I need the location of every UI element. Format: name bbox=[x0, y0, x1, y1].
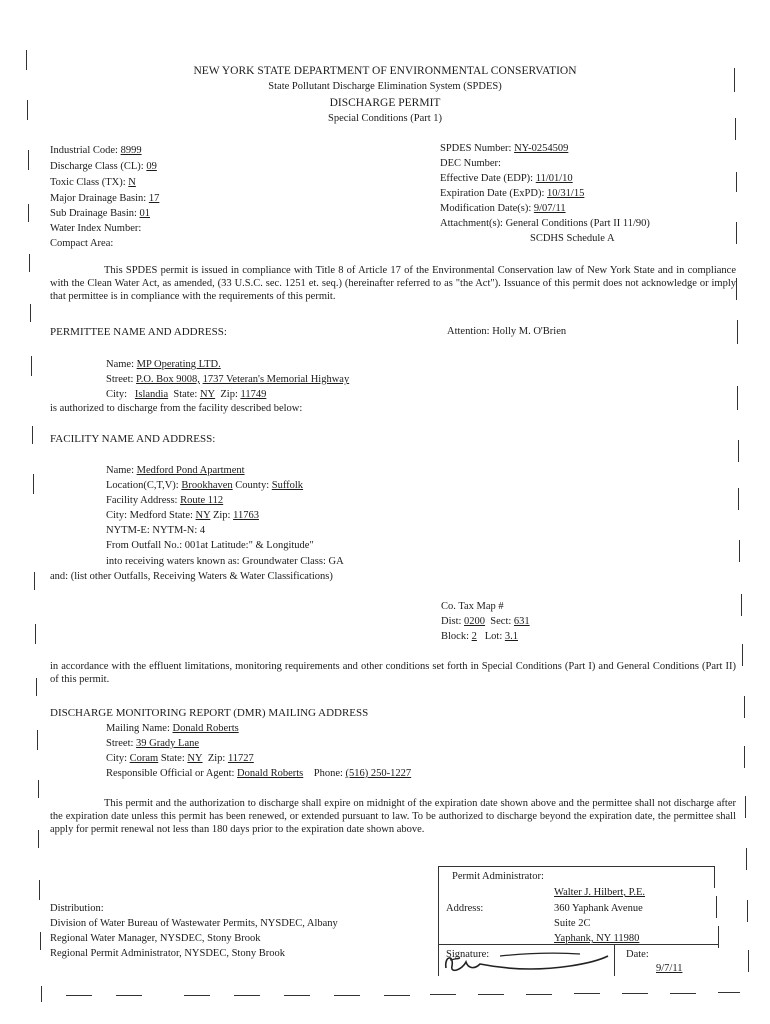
industrial-code-row bbox=[50, 144, 142, 157]
facility-city-row bbox=[106, 509, 259, 522]
scan-dash bbox=[66, 995, 92, 996]
dmr-city-label: City: bbox=[106, 753, 128, 764]
scan-dash bbox=[574, 993, 600, 994]
scan-margin-mark bbox=[736, 172, 737, 192]
facility-city-state-label: City: Medford State: bbox=[106, 510, 193, 521]
compact-area-label: Compact Area: bbox=[50, 238, 114, 249]
facility-receiving-line: into receiving waters known as: Groundwater Class: GA bbox=[106, 556, 344, 567]
scan-margin-mark bbox=[33, 474, 34, 494]
scan-dash bbox=[718, 992, 740, 993]
scan-dash bbox=[478, 994, 504, 995]
scan-dash bbox=[384, 995, 410, 996]
permittee-street-1: P.O. Box 9008, bbox=[136, 374, 200, 385]
scan-margin-mark bbox=[737, 320, 738, 344]
modification-date-row bbox=[440, 202, 566, 215]
scan-margin-mark bbox=[738, 440, 739, 462]
scan-margin-mark bbox=[741, 594, 742, 616]
permittee-name: MP Operating LTD. bbox=[136, 359, 221, 370]
facility-state: NY bbox=[195, 510, 211, 521]
scan-margin-mark bbox=[31, 356, 32, 376]
dmr-heading: DISCHARGE MONITORING REPORT (DMR) MAILING ADDRESS bbox=[50, 707, 369, 719]
toxic-class-row bbox=[50, 176, 136, 189]
authorized-line: is authorized to discharge from the facility described below: bbox=[50, 403, 303, 414]
signed-date: 9/7/11 bbox=[656, 963, 683, 974]
dmr-state: NY bbox=[187, 753, 203, 764]
major-basin-value: 17 bbox=[148, 193, 160, 204]
discharge-class-row bbox=[50, 160, 157, 173]
scan-margin-mark bbox=[738, 488, 739, 510]
distribution-line-3: Regional Permit Administrator, NYSDEC, Stony Brook bbox=[50, 948, 285, 959]
permittee-state-label: State: bbox=[173, 389, 198, 400]
toxic-class-value: N bbox=[128, 177, 136, 188]
permittee-street-label: Street: bbox=[106, 374, 134, 385]
scan-margin-mark bbox=[737, 386, 738, 410]
scan-margin-mark bbox=[742, 644, 743, 666]
dmr-street-row bbox=[106, 737, 199, 750]
scan-dash bbox=[116, 995, 142, 996]
permittee-name-row bbox=[106, 358, 221, 371]
facility-name-label: Name: bbox=[106, 465, 134, 476]
attachments-line: Attachment(s): General Conditions (Part II 11/90) bbox=[440, 218, 650, 229]
permittee-zip-label: Zip: bbox=[220, 389, 238, 400]
facility-address: Route 112 bbox=[180, 495, 224, 506]
distribution-line-1: Division of Water Bureau of Wastewater Permits, NYSDEC, Albany bbox=[50, 918, 338, 929]
facility-location-row bbox=[106, 479, 303, 492]
scan-margin-mark bbox=[28, 204, 29, 222]
admin-name: Walter J. Hilbert, P.E. bbox=[554, 887, 646, 898]
permit-type-title: DISCHARGE PERMIT bbox=[329, 97, 441, 109]
dmr-mailing-name: Donald Roberts bbox=[172, 723, 239, 734]
facility-zip: 11763 bbox=[233, 510, 259, 521]
admin-address-2: Suite 2C bbox=[554, 918, 591, 929]
facility-name-row bbox=[106, 464, 245, 477]
scan-margin-mark bbox=[739, 540, 740, 562]
facility-other-outfalls: and: (list other Outfalls, Receiving Waters & Water Classifications) bbox=[50, 571, 333, 582]
permittee-heading: PERMITTEE NAME AND ADDRESS: bbox=[50, 326, 227, 338]
facility-county: Suffolk bbox=[271, 480, 304, 491]
dmr-city: Coram bbox=[129, 753, 159, 764]
expiration-date-label: Expiration Date (ExPD): bbox=[440, 188, 545, 199]
dec-number-label: DEC Number: bbox=[440, 158, 501, 169]
tax-map-dist-row bbox=[441, 615, 530, 628]
dmr-official-label: Responsible Official or Agent: bbox=[106, 768, 235, 779]
attachment-schedule-a: SCDHS Schedule A bbox=[530, 233, 615, 244]
scan-margin-mark bbox=[38, 830, 39, 848]
modification-date-value: 9/07/11 bbox=[533, 203, 566, 214]
dmr-official: Donald Roberts bbox=[237, 768, 304, 779]
expiration-date-value: 10/31/15 bbox=[547, 188, 585, 199]
scan-margin-mark bbox=[40, 932, 41, 950]
tax-map-title: Co. Tax Map # bbox=[441, 601, 504, 612]
sub-basin-label: Sub Drainage Basin: bbox=[50, 208, 137, 219]
signature-label: Signature: bbox=[446, 949, 490, 960]
attention-line: Attention: Holly M. O'Brien bbox=[447, 326, 567, 337]
toxic-class-label: Toxic Class (TX): bbox=[50, 177, 126, 188]
expiration-date-row bbox=[440, 187, 584, 200]
scan-margin-mark bbox=[746, 848, 747, 870]
admin-address-1: 360 Yaphank Avenue bbox=[554, 903, 643, 914]
industrial-code-value: 8999 bbox=[120, 145, 142, 156]
industrial-code-label: Industrial Code: bbox=[50, 145, 118, 156]
spdes-label: SPDES Number: bbox=[440, 143, 512, 154]
major-basin-label: Major Drainage Basin: bbox=[50, 193, 147, 204]
intro-paragraph: This SPDES permit is issued in compliance with Title 8 of Article 17 of the Environmental Conservation law of New York State and in compliance with the Clean Water Act, as amended, (33 U.S.C. sec. 1251 et. seq.) (hereinafter referred to as "the Act"). Issuance of this permit does not acknowledge or imply that permittee is in compliance with the requirements of this permit. bbox=[50, 265, 736, 303]
scan-margin-mark bbox=[38, 780, 39, 798]
scan-margin-mark bbox=[35, 624, 36, 644]
permittee-zip: 11749 bbox=[240, 389, 267, 400]
admin-address-3: Yaphank, NY 11980 bbox=[554, 933, 640, 944]
scan-margin-mark bbox=[36, 678, 37, 696]
effective-date-label: Effective Date (EDP): bbox=[440, 173, 534, 184]
dmr-street: 39 Grady Lane bbox=[136, 738, 200, 749]
system-title: State Pollutant Discharge Elimination System (SPDES) bbox=[268, 81, 502, 92]
water-index-label: Water Index Number: bbox=[50, 223, 142, 234]
permittee-city: Islandia bbox=[134, 389, 169, 400]
scan-margin-mark bbox=[747, 900, 748, 922]
distribution-line-2: Regional Water Manager, NYSDEC, Stony Brook bbox=[50, 933, 261, 944]
dmr-official-row bbox=[106, 767, 411, 780]
scan-margin-mark bbox=[34, 572, 35, 590]
tax-map-dist-label: Dist: bbox=[441, 616, 462, 627]
facility-zip-label: Zip: bbox=[212, 510, 231, 521]
scan-margin-mark bbox=[39, 880, 40, 900]
scan-margin-mark bbox=[28, 150, 29, 170]
tax-map-block: 2 bbox=[471, 631, 477, 642]
agency-title: NEW YORK STATE DEPARTMENT OF ENVIRONMENTAL CONSERVATION bbox=[193, 65, 577, 77]
scan-margin-mark bbox=[32, 426, 33, 444]
dmr-zip: 11727 bbox=[227, 753, 254, 764]
scan-dash bbox=[670, 993, 696, 994]
date-label: Date: bbox=[626, 949, 649, 960]
admin-address-label: Address: bbox=[446, 903, 484, 914]
scan-margin-mark bbox=[736, 222, 737, 244]
facility-address-label: Facility Address: bbox=[106, 495, 178, 506]
scan-margin-mark bbox=[29, 254, 30, 272]
permittee-city-label: City: bbox=[106, 389, 128, 400]
facility-nytm-line: NYTM-E: NYTM-N: 4 bbox=[106, 525, 206, 536]
expiry-paragraph: This permit and the authorization to discharge shall expire on midnight of the expiration date shown above and the permittee shall not discharge after the expiration date unless this permit has been renewed, or extended pursuant to law. To be authorized to discharge beyond the expiration date, the permittee shall apply for permit renewal not less than 180 days prior to the expiration date shown above. bbox=[50, 798, 736, 836]
major-basin-row bbox=[50, 192, 159, 205]
dmr-street-label: Street: bbox=[106, 738, 134, 749]
permittee-street-row bbox=[106, 373, 349, 386]
permittee-state: NY bbox=[199, 389, 216, 400]
scan-margin-mark bbox=[37, 730, 38, 750]
sub-basin-row bbox=[50, 207, 150, 220]
scan-dash bbox=[526, 994, 552, 995]
dmr-state-label: State: bbox=[160, 753, 185, 764]
facility-county-label: County: bbox=[235, 480, 270, 491]
dmr-city-row bbox=[106, 752, 254, 765]
scan-margin-mark bbox=[744, 746, 745, 768]
scan-margin-mark bbox=[30, 304, 31, 322]
distribution-heading: Distribution: bbox=[50, 903, 104, 914]
facility-heading: FACILITY NAME AND ADDRESS: bbox=[50, 433, 216, 445]
permittee-city-row bbox=[106, 388, 266, 401]
scan-margin-mark bbox=[736, 278, 737, 300]
tax-map-block-label: Block: bbox=[441, 631, 469, 642]
facility-location-label: Location(C,T,V): bbox=[106, 480, 179, 491]
tax-map-dist: 0200 bbox=[464, 616, 486, 627]
dmr-phone: (516) 250-1227 bbox=[345, 768, 412, 779]
scan-margin-mark bbox=[744, 696, 745, 718]
scan-dash bbox=[184, 995, 210, 996]
tax-map-sect-label: Sect: bbox=[490, 616, 512, 627]
tax-map-block-row bbox=[441, 630, 518, 643]
scan-dash bbox=[622, 993, 648, 994]
scan-margin-mark bbox=[748, 950, 749, 972]
scan-margin-mark bbox=[745, 796, 746, 818]
handwritten-signature bbox=[440, 946, 612, 976]
section-title: Special Conditions (Part 1) bbox=[327, 113, 443, 124]
facility-address-row bbox=[106, 494, 223, 507]
scan-dash bbox=[234, 995, 260, 996]
discharge-class-value: 09 bbox=[146, 161, 157, 172]
scan-dash bbox=[334, 995, 360, 996]
facility-name: Medford Pond Apartment bbox=[136, 465, 245, 476]
modification-date-label: Modification Date(s): bbox=[440, 203, 532, 214]
permittee-name-label: Name: bbox=[106, 359, 134, 370]
facility-location: Brookhaven bbox=[181, 480, 233, 491]
tax-map-sect: 631 bbox=[513, 616, 530, 627]
scan-dash bbox=[430, 994, 456, 995]
permittee-street-2: 1737 Veteran's Memorial Highway bbox=[202, 374, 350, 385]
dmr-phone-label: Phone: bbox=[313, 768, 343, 779]
effective-date-value: 11/01/10 bbox=[535, 173, 573, 184]
tax-map-lot: 3.1 bbox=[504, 631, 518, 642]
scan-dash bbox=[284, 995, 310, 996]
scan-margin-mark bbox=[41, 986, 42, 1002]
spdes-row bbox=[440, 142, 568, 155]
effective-date-row bbox=[440, 172, 573, 185]
dmr-zip-label: Zip: bbox=[207, 753, 226, 764]
accordance-paragraph: in accordance with the effluent limitations, monitoring requirements and other conditions set forth in Special Conditions (Part I) and General Conditions (Part II) of this permit. bbox=[50, 661, 736, 686]
sub-basin-value: 01 bbox=[139, 208, 151, 219]
spdes-number: NY-0254509 bbox=[514, 143, 569, 154]
discharge-class-label: Discharge Class (CL): bbox=[50, 161, 144, 172]
dmr-mailing-row bbox=[106, 722, 239, 735]
facility-outfall-line: From Outfall No.: 001at Latitude:" & Longitude" bbox=[106, 540, 314, 551]
tax-map-lot-label: Lot: bbox=[484, 631, 503, 642]
dmr-mailing-label: Mailing Name: bbox=[106, 723, 170, 734]
admin-title: Permit Administrator: bbox=[452, 871, 544, 882]
